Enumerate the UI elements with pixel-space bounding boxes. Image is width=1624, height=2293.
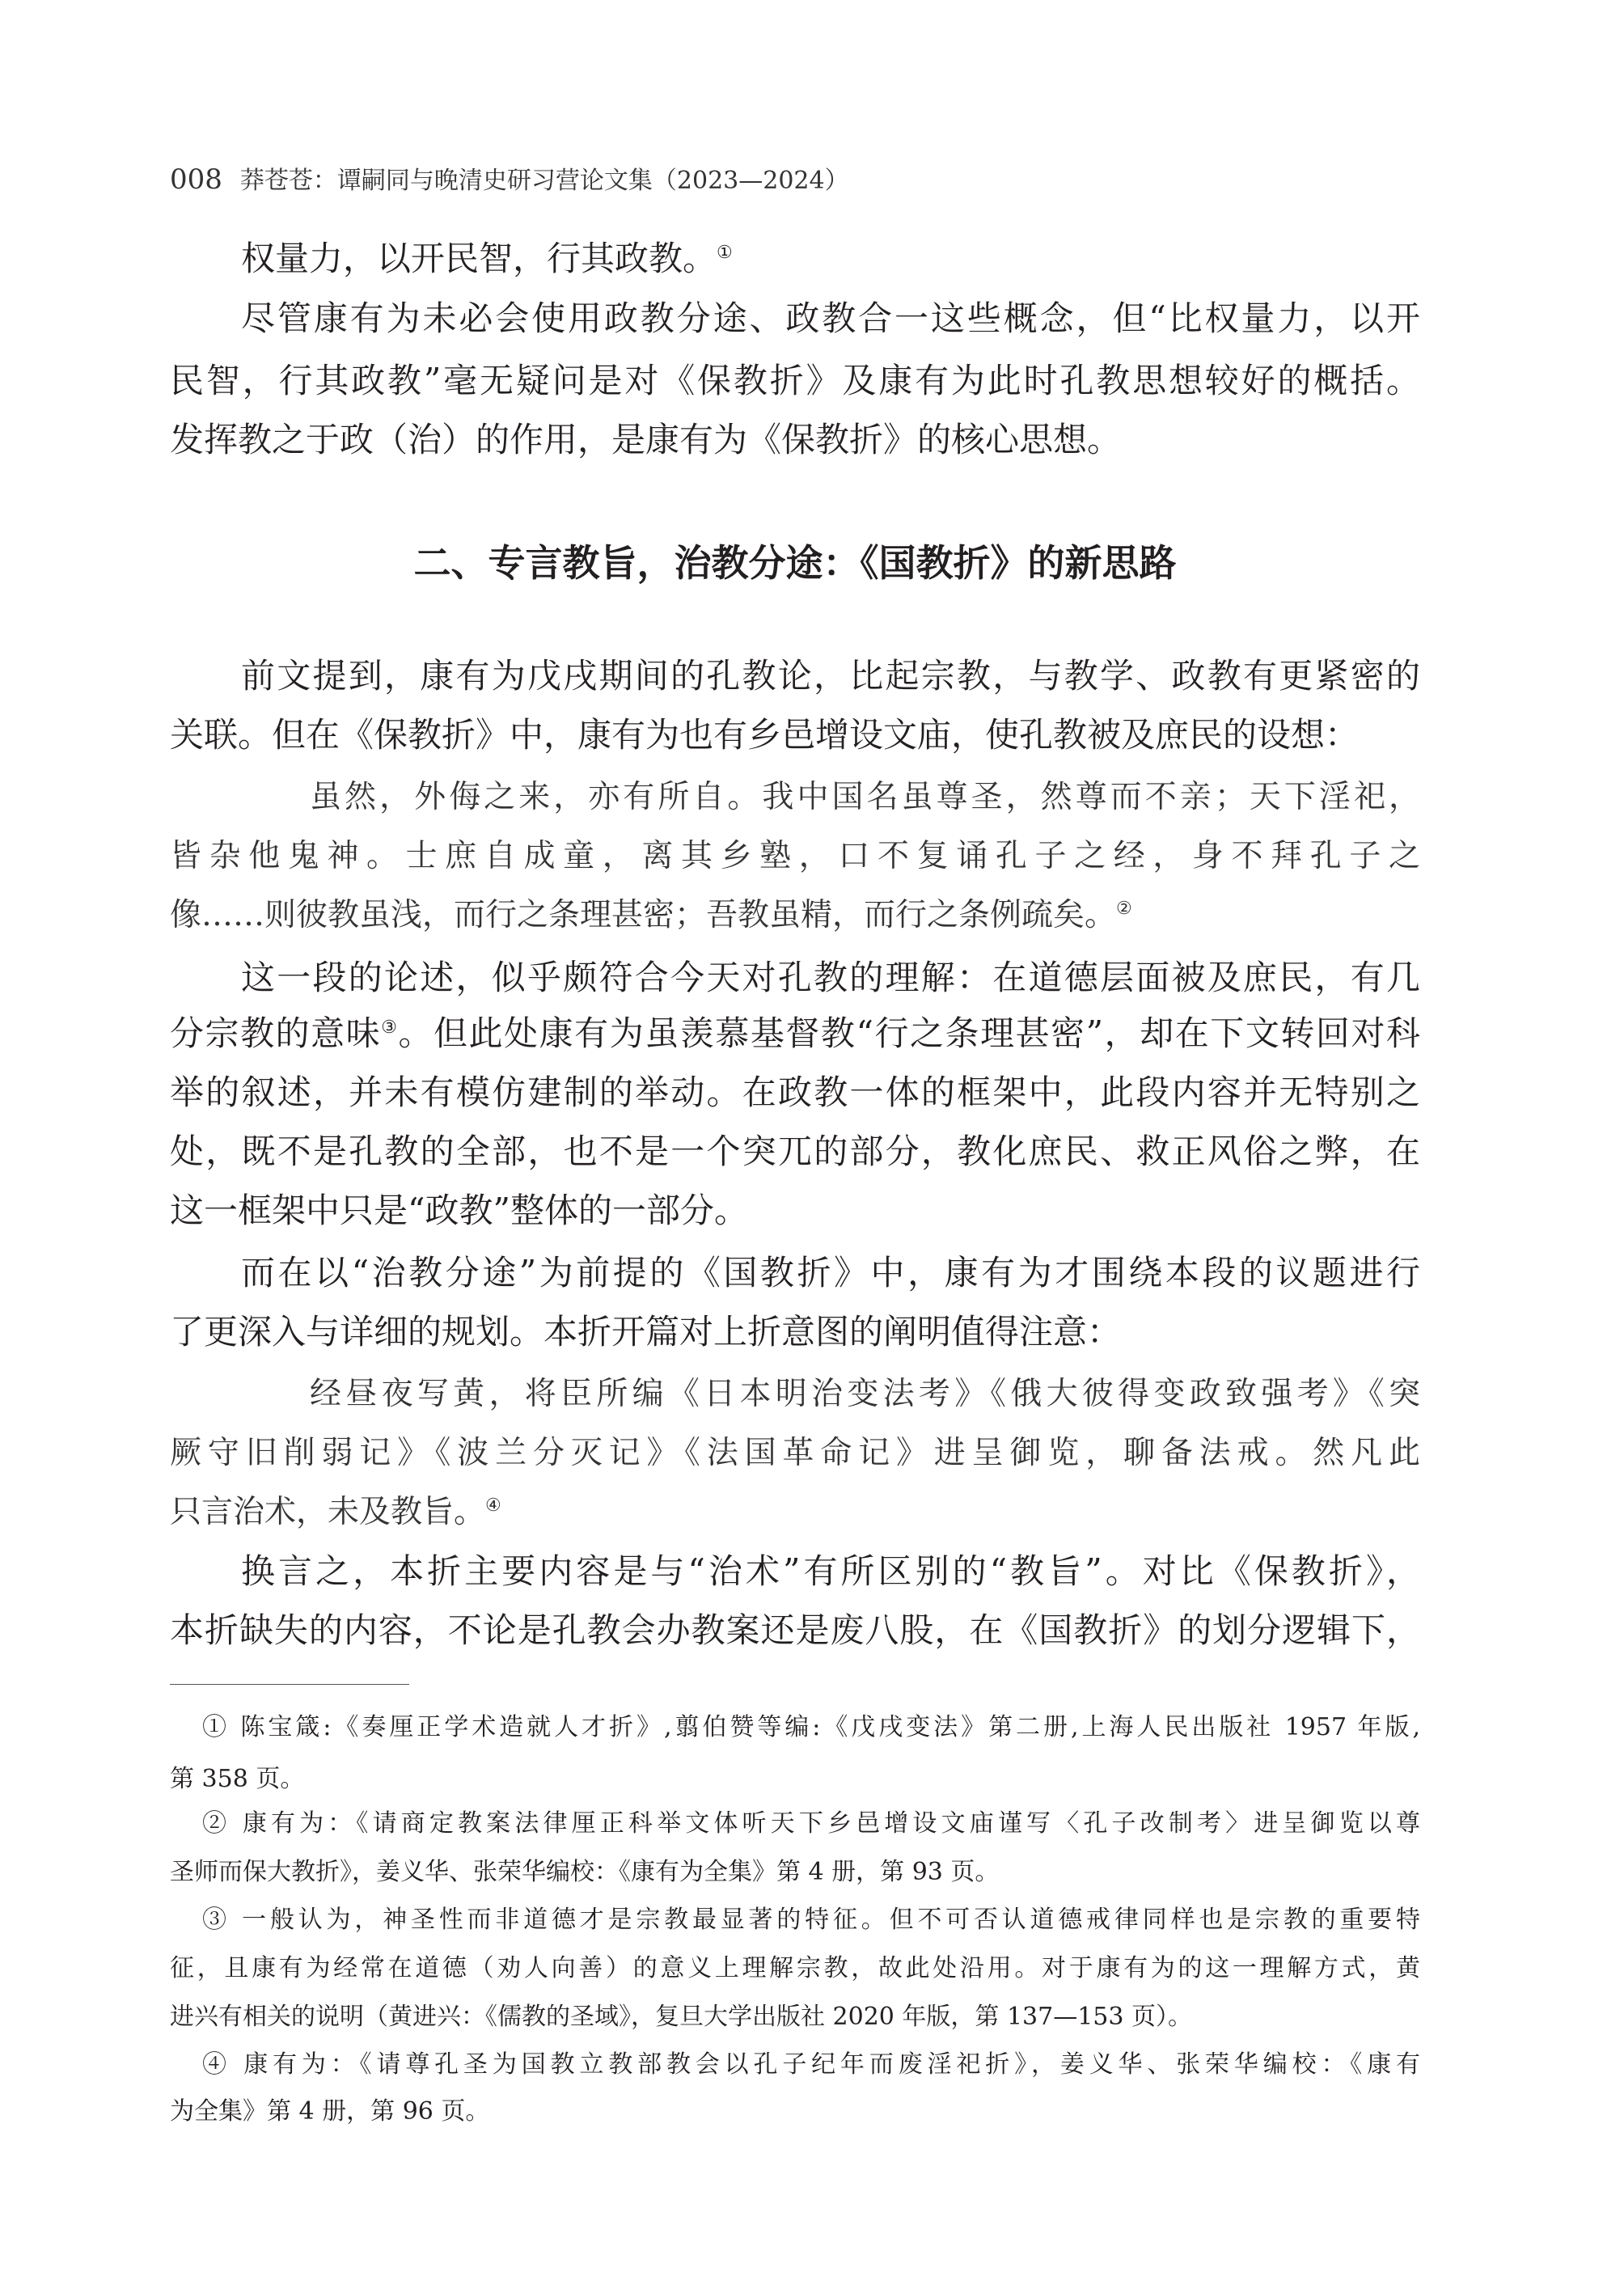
text: 只言治术，未及教旨。 bbox=[170, 1494, 486, 1530]
paragraph-line: 发挥教之于政（治）的作用，是康有为《保教折》的核心思想。 bbox=[170, 420, 1122, 459]
footnote-4-cont: 为全集》第 4 册，第 96 页。 bbox=[170, 2097, 490, 2126]
block-quote-line bbox=[170, 1488, 1420, 1537]
paragraph-line: 举的叙述，并未有模仿建制的举动。在政教一体的框架中，此段内容并无特别之 bbox=[170, 1072, 1420, 1112]
paragraph-line: 关联。但在《保教折》中，康有为也有乡邑增设文庙，使孔教被及庶民的设想： bbox=[170, 715, 1360, 755]
paragraph-line: 而在以“治教分途”为前提的《国教折》中，康有为才围绕本段的议题进行 bbox=[241, 1253, 1420, 1292]
page-number: 008 bbox=[170, 163, 222, 196]
footnote-4: ④ 康有为：《请尊孔圣为国教立教部教会以孔子纪年而废淫祀折》，姜义华、张荣华编校：《康有 bbox=[202, 2050, 1420, 2079]
paragraph-line bbox=[170, 1009, 1420, 1058]
paragraph-line: 前文提到，康有为戊戌期间的孔教论，比起宗教，与教学、政教有更紧密的 bbox=[241, 656, 1420, 696]
block-quote-line: 皆杂他鬼神。士庶自成童，离其乡塾，口不复诵孔子之经，身不拜孔子之 bbox=[170, 838, 1420, 874]
footnote-ref[interactable]: ② bbox=[1116, 899, 1132, 919]
block-quote-line: 经昼夜写黄，将臣所编《日本明治变法考》《俄大彼得变政致强考》《突 bbox=[310, 1376, 1420, 1412]
footnote-ref[interactable]: ④ bbox=[485, 1496, 501, 1516]
footnote-ref[interactable]: ③ bbox=[381, 1017, 399, 1038]
text: 权量力，以开民智，行其政教。 bbox=[241, 239, 717, 278]
section-heading: 二、专言教旨，治教分途：《国教折》的新思路 bbox=[413, 541, 1177, 585]
paragraph-line: 处，既不是孔教的全部，也不是一个突兀的部分，教化庶民、救正风俗之弊，在 bbox=[170, 1132, 1420, 1171]
footnote-3: ③ 一般认为，神圣性而非道德才是宗教最显著的特征。但不可否认道德戒律同样也是宗教的重要特 bbox=[202, 1906, 1420, 1934]
footnote-3-cont: 征，且康有为经常在道德（劝人向善）的意义上理解宗教，故此处沿用。对于康有为的这一理解方式，黄 bbox=[170, 1954, 1420, 1982]
text: 像……则彼教虽浅，而行之条理甚密；吾教虽精，而行之条例疏矣。 bbox=[170, 897, 1117, 933]
paragraph-line: 民智，行其政教”毫无疑问是对《保教折》及康有为此时孔教思想较好的概括。 bbox=[170, 361, 1420, 400]
footnote-1-cont: 第 358 页。 bbox=[170, 1765, 305, 1793]
footnote-1: ① 陈宝箴:《奏厘正学术造就人才折》,翦伯赞等编:《戊戌变法》第二册,上海人民出版社 1957 年版, bbox=[202, 1713, 1420, 1741]
quote-continuation bbox=[241, 235, 1420, 283]
paragraph-line: 尽管康有为未必会使用政教分途、政教合一这些概念，但“比权量力，以开 bbox=[241, 298, 1420, 338]
footnote-3-cont: 进兴有相关的说明（黄进兴：《儒教的圣域》，复旦大学出版社 2020 年版，第 137—153 页）。 bbox=[170, 2003, 1193, 2031]
paragraph-line: 了更深入与详细的规划。本折开篇对上折意图的阐明值得注意： bbox=[170, 1312, 1122, 1352]
running-header bbox=[170, 160, 849, 196]
paragraph-line: 本折缺失的内容，不论是孔教会办教案还是废八股，在《国教折》的划分逻辑下， bbox=[170, 1610, 1420, 1650]
footnote-2: ② 康有为：《请商定教案法律厘正科举文体听天下乡邑增设文庙谨写〈孔子改制考〉进呈御览以尊 bbox=[202, 1809, 1420, 1838]
footnote-2-cont: 圣师而保大教折》，姜义华、张荣华编校：《康有为全集》第 4 册，第 93 页。 bbox=[170, 1858, 1000, 1886]
block-quote-line: 厥守旧削弱记》《波兰分灭记》《法国革命记》进呈御览，聊备法戒。然凡此 bbox=[170, 1435, 1420, 1471]
block-quote-line: 虽然，外侮之来，亦有所自。我中国名虽尊圣，然尊而不亲；天下淫祀， bbox=[310, 779, 1420, 815]
book-title: 莽苍苍：谭嗣同与晚清史研习营论文集（2023—2024） bbox=[239, 167, 849, 195]
footnote-ref[interactable]: ① bbox=[717, 243, 733, 263]
text: 。但此处康有为虽羡慕基督教“行之条理甚密”，却在下文转回对科 bbox=[398, 1013, 1420, 1053]
paragraph-line: 这一段的论述，似乎颇符合今天对孔教的理解：在道德层面被及庶民，有几 bbox=[241, 958, 1420, 997]
paragraph-line: 换言之，本折主要内容是与“治术”有所区别的“教旨”。对比《保教折》， bbox=[241, 1551, 1420, 1591]
paragraph-line: 这一框架中只是“政教”整体的一部分。 bbox=[170, 1191, 748, 1230]
footnote-separator bbox=[170, 1684, 409, 1685]
block-quote-line bbox=[170, 891, 1420, 940]
text: 分宗教的意味 bbox=[170, 1013, 382, 1053]
